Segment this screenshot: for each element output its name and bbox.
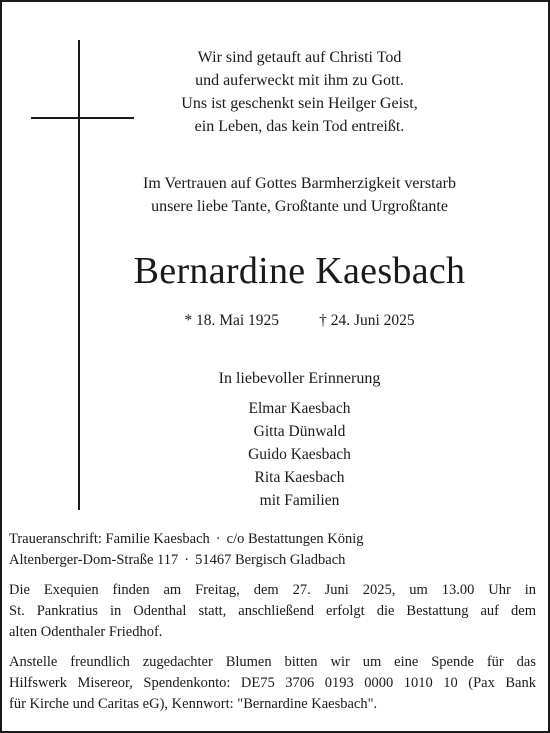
deceased-name: Bernardine Kaesbach [133, 250, 466, 292]
mourning-address [9, 529, 536, 571]
verse-line: und auferweckt mit ihm zu Gott. [195, 72, 404, 89]
separator-dot: · [184, 552, 190, 568]
donation-info [9, 652, 536, 715]
verse [102, 46, 497, 138]
cross-icon [78, 40, 80, 510]
address-line [9, 550, 536, 571]
funeral-info-line: Die Exequien finden am Freitag, dem 27. Juni 2025, um 13.00 Uhr in [9, 582, 536, 598]
intro-line: Im Vertrauen auf Gottes Barmherzigkeit verstarb [143, 175, 456, 192]
address-line [9, 529, 536, 550]
life-dates [102, 310, 497, 332]
verse-line: Wir sind getauft auf Christi Tod [197, 49, 402, 66]
memory-line: In liebevoller Erinnerung [218, 370, 381, 387]
donation-info-line: Anstelle freundlich zugedachter Blumen bitten wir um eine Spende für das [9, 654, 536, 670]
mourner-name: mit Familien [259, 492, 340, 509]
mourner-name: Gitta Dünwald [253, 423, 346, 440]
intro-text [102, 172, 497, 218]
verse-line: ein Leben, das kein Tod entreißt. [194, 118, 405, 135]
death-date: † 24. Juni 2025 [319, 312, 415, 329]
mourner-name: Elmar Kaesbach [248, 400, 351, 417]
address-recipient: Traueranschrift: Familie Kaesbach [9, 531, 210, 547]
verse-line: Uns ist geschenkt sein Heilger Geist, [181, 95, 418, 112]
address-care-of: c/o Bestattungen König [226, 531, 364, 547]
birth-date: * 18. Mai 1925 [184, 312, 280, 329]
mourner-name: Guido Kaesbach [248, 446, 351, 463]
funeral-info-line: St. Pankratius in Odenthal statt, anschließend erfolgt die Bestattung auf dem [9, 603, 536, 619]
intro-line: unsere liebe Tante, Großtante und Urgroßtante [151, 198, 448, 215]
funeral-info-line: alten Odenthaler Friedhof. [9, 624, 163, 640]
funeral-info [9, 580, 536, 643]
donation-info-line: Hilfswerk Misereor, Spendenkonto: DE75 3706 0193 0000 1010 10 (Pax Bank [9, 675, 536, 691]
separator-dot: · [215, 531, 221, 547]
mourner-name: Rita Kaesbach [254, 469, 345, 486]
mourners-list [102, 397, 497, 512]
address-street: Altenberger-Dom-Straße 117 [9, 552, 179, 568]
address-city: 51467 Bergisch Gladbach [195, 552, 346, 568]
donation-info-line: für Kirche und Caritas eG), Kennwort: "Bernardine Kaesbach". [9, 696, 378, 712]
